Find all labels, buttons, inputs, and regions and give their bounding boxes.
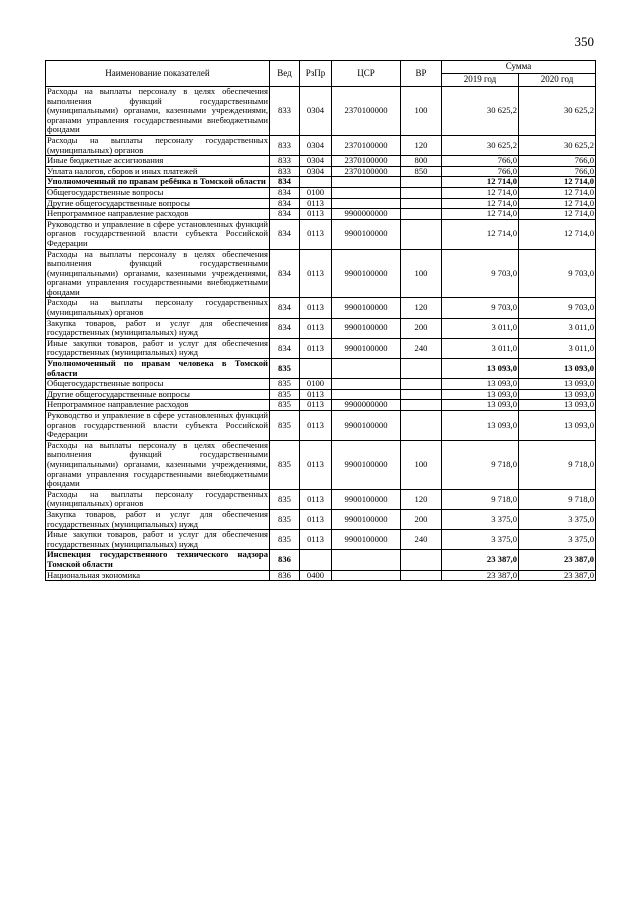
cell-vr: 120 [401,489,442,509]
cell-rzpr: 0100 [300,187,332,198]
table-row [46,209,596,220]
cell-ved: 836 [270,550,300,570]
table-row [46,379,596,390]
cell-sum-2019: 23 387,0 [442,550,519,570]
cell-csr: 9900000000 [332,209,401,220]
table-row [46,359,596,379]
cell-name: Другие общегосударственные вопросы [46,198,270,209]
cell-vr [401,187,442,198]
cell-ved: 834 [270,249,300,298]
cell-rzpr: 0113 [300,249,332,298]
cell-rzpr [300,177,332,188]
cell-vr [401,550,442,570]
cell-sum-2020: 9 718,0 [519,489,596,509]
cell-name: Другие общегосударственные вопросы [46,389,270,400]
cell-ved: 835 [270,489,300,509]
cell-rzpr: 0113 [300,489,332,509]
cell-sum-2020: 30 625,2 [519,135,596,155]
cell-name: Расходы на выплаты персоналу в целях обеспечения выполнения функций государственными (муниципальными) органами, казенными учреждениями, органами управления государственными внебюджетными фондами [47,86,268,135]
cell-rzpr: 0113 [300,318,332,338]
cell-name: Иные закупки товаров, работ и услуг для обеспечения государственных (муниципальных) нужд [47,529,268,549]
cell-rzpr [300,550,332,570]
cell-sum-2019: 3 375,0 [442,509,519,529]
cell-sum-2020: 12 714,0 [519,219,596,249]
cell-ved: 834 [270,219,300,249]
cell-vr [401,389,442,400]
cell-ved: 835 [270,359,300,379]
cell-sum-2019: 30 625,2 [442,135,519,155]
cell-rzpr: 0113 [300,411,332,441]
cell-sum-2019: 13 093,0 [442,389,519,400]
cell-sum-2019: 9 703,0 [442,298,519,318]
cell-csr: 9900100000 [332,411,401,441]
cell-rzpr: 0100 [300,379,332,390]
cell-ved: 833 [270,135,300,155]
cell-ved: 834 [270,298,300,318]
cell-ved: 834 [270,338,300,358]
cell-sum-2020: 13 093,0 [519,389,596,400]
table-row [46,166,596,177]
cell-csr: 2370100000 [332,87,401,136]
cell-csr: 2370100000 [332,166,401,177]
cell-csr [332,177,401,188]
header-sum: Сумма [442,61,596,74]
cell-vr: 240 [401,338,442,358]
cell-sum-2020: 9 703,0 [519,298,596,318]
cell-ved: 834 [270,209,300,220]
cell-rzpr: 0113 [300,298,332,318]
cell-name: Общегосударственные вопросы [46,187,270,198]
cell-csr [332,198,401,209]
table-row [46,550,596,570]
cell-ved: 834 [270,177,300,188]
cell-vr: 200 [401,509,442,529]
cell-name: Расходы на выплаты персоналу государственных (муниципальных) органов [47,297,268,318]
cell-name: Национальная экономика [46,570,270,581]
cell-sum-2019: 12 714,0 [442,187,519,198]
cell-csr [332,379,401,390]
cell-vr: 850 [401,166,442,177]
cell-rzpr: 0304 [300,166,332,177]
cell-name: Руководство и управление в сфере установленных функций органов государственной власти субъекта Российской Федерации [47,410,268,440]
cell-sum-2019: 9 718,0 [442,440,519,489]
table-row [46,338,596,358]
cell-sum-2019: 9 703,0 [442,249,519,298]
cell-vr: 100 [401,440,442,489]
cell-sum-2019: 12 714,0 [442,209,519,220]
table-row [46,400,596,411]
cell-sum-2020: 9 703,0 [519,249,596,298]
header-rzpr: РзПр [300,61,332,87]
cell-vr [401,209,442,220]
table-row [46,135,596,155]
cell-name: Иные закупки товаров, работ и услуг для обеспечения государственных (муниципальных) нужд [47,337,268,358]
table-row [46,318,596,338]
cell-sum-2020: 12 714,0 [519,187,596,198]
cell-csr: 9900000000 [332,400,401,411]
table-row [46,249,596,298]
cell-sum-2020: 13 093,0 [519,379,596,390]
cell-sum-2019: 13 093,0 [442,400,519,411]
cell-sum-2020: 12 714,0 [519,198,596,209]
header-csr: ЦСР [332,61,401,87]
cell-name: Расходы на выплаты персоналу в целях обеспечения выполнения функций государственными (муниципальными) органами, казенными учреждениями, органами управления государственными внебюджетными фондами [47,439,268,489]
cell-rzpr: 0113 [300,440,332,489]
cell-rzpr: 0113 [300,509,332,529]
cell-name: Инспекция государственного технического надзора Томской области [47,549,268,569]
cell-rzpr [300,359,332,379]
header-vr: ВР [401,61,442,87]
cell-csr: 2370100000 [332,156,401,167]
cell-csr: 9900100000 [332,338,401,358]
cell-name: Общегосударственные вопросы [46,379,270,390]
cell-vr: 200 [401,318,442,338]
table-row [46,530,596,550]
cell-csr: 9900100000 [332,489,401,509]
cell-sum-2019: 766,0 [442,166,519,177]
cell-sum-2019: 13 093,0 [442,379,519,390]
cell-name: Уполномоченный по правам человека в Томской области [47,358,268,378]
cell-vr [401,219,442,249]
page-number: 350 [574,34,594,49]
cell-vr: 240 [401,530,442,550]
table-row [46,570,596,581]
cell-sum-2020: 3 011,0 [519,318,596,338]
cell-vr: 120 [401,298,442,318]
cell-sum-2019: 3 011,0 [442,318,519,338]
cell-csr: 9900100000 [332,219,401,249]
cell-sum-2019: 3 011,0 [442,338,519,358]
cell-ved: 833 [270,87,300,136]
cell-sum-2020: 12 714,0 [519,177,596,188]
table-row [46,156,596,167]
cell-name: Иные бюджетные ассигнования [46,156,270,167]
cell-sum-2019: 13 093,0 [442,359,519,379]
cell-sum-2019: 3 375,0 [442,530,519,550]
cell-csr: 9900100000 [332,318,401,338]
header-ved: Вед [270,61,300,87]
cell-rzpr: 0400 [300,570,332,581]
cell-sum-2020: 30 625,2 [519,87,596,136]
cell-sum-2020: 766,0 [519,166,596,177]
cell-ved: 835 [270,379,300,390]
cell-ved: 834 [270,187,300,198]
cell-vr: 120 [401,135,442,155]
cell-ved: 833 [270,166,300,177]
cell-sum-2019: 23 387,0 [442,570,519,581]
cell-csr: 2370100000 [332,135,401,155]
cell-sum-2020: 3 375,0 [519,509,596,529]
cell-vr [401,400,442,411]
cell-sum-2020: 3 011,0 [519,338,596,358]
cell-name: Руководство и управление в сфере установленных функций органов государственной власти субъекта Российской Федерации [47,218,268,248]
cell-ved: 834 [270,198,300,209]
cell-sum-2019: 12 714,0 [442,198,519,209]
cell-sum-2020: 13 093,0 [519,359,596,379]
cell-vr [401,198,442,209]
cell-sum-2019: 13 093,0 [442,411,519,441]
cell-csr [332,187,401,198]
cell-name: Непрограммное направление расходов [46,209,270,220]
cell-name: Уполномоченный по правам ребёнка в Томской области [46,177,270,188]
cell-rzpr: 0113 [300,530,332,550]
cell-vr: 800 [401,156,442,167]
cell-sum-2020: 9 718,0 [519,440,596,489]
cell-rzpr: 0113 [300,338,332,358]
cell-sum-2020: 13 093,0 [519,400,596,411]
cell-ved: 835 [270,530,300,550]
cell-sum-2020: 3 375,0 [519,530,596,550]
table-row [46,187,596,198]
header-name: Наименование показателей [46,61,270,87]
cell-name: Расходы на выплаты персоналу государственных (муниципальных) органов [47,488,268,509]
cell-rzpr: 0113 [300,389,332,400]
cell-ved: 835 [270,440,300,489]
cell-csr [332,570,401,581]
cell-name: Уплата налогов, сборов и иных платежей [46,166,270,177]
cell-ved: 835 [270,509,300,529]
table-row [46,509,596,529]
cell-rzpr: 0113 [300,198,332,209]
cell-vr: 100 [401,87,442,136]
table-row [46,440,596,489]
cell-csr: 9900100000 [332,298,401,318]
header-year-2020: 2020 год [519,74,596,87]
cell-ved: 833 [270,156,300,167]
cell-csr [332,389,401,400]
cell-csr: 9900100000 [332,249,401,298]
cell-name: Закупка товаров, работ и услуг для обеспечения государственных (муниципальных) нужд [47,508,268,529]
cell-ved: 835 [270,400,300,411]
cell-ved: 835 [270,411,300,441]
cell-csr: 9900100000 [332,530,401,550]
cell-sum-2020: 12 714,0 [519,209,596,220]
cell-csr: 9900100000 [332,509,401,529]
table-row [46,87,596,136]
cell-rzpr: 0304 [300,156,332,167]
table-row [46,389,596,400]
cell-name: Закупка товаров, работ и услуг для обеспечения государственных (муниципальных) нужд [47,317,268,338]
cell-sum-2019: 12 714,0 [442,177,519,188]
table-row [46,177,596,188]
cell-csr [332,359,401,379]
cell-vr: 100 [401,249,442,298]
cell-ved: 835 [270,389,300,400]
cell-rzpr: 0113 [300,400,332,411]
cell-sum-2020: 23 387,0 [519,570,596,581]
cell-csr: 9900100000 [332,440,401,489]
table-row [46,298,596,318]
cell-ved: 836 [270,570,300,581]
budget-table [45,60,596,581]
cell-vr [401,570,442,581]
table-row [46,198,596,209]
cell-rzpr: 0304 [300,87,332,136]
cell-name: Расходы на выплаты персоналу в целях обеспечения выполнения функций государственными (муниципальными) органами, казенными учреждениями, органами управления государственными внебюджетными фондами [47,248,268,297]
cell-vr [401,359,442,379]
cell-name: Непрограммное направление расходов [46,400,270,411]
cell-rzpr: 0113 [300,209,332,220]
cell-sum-2020: 766,0 [519,156,596,167]
cell-vr [401,379,442,390]
cell-sum-2019: 766,0 [442,156,519,167]
cell-sum-2019: 12 714,0 [442,219,519,249]
cell-rzpr: 0113 [300,219,332,249]
cell-rzpr: 0304 [300,135,332,155]
cell-ved: 834 [270,318,300,338]
cell-csr [332,550,401,570]
table-row [46,411,596,441]
cell-vr [401,411,442,441]
table-row [46,219,596,249]
cell-sum-2019: 9 718,0 [442,489,519,509]
cell-sum-2020: 23 387,0 [519,550,596,570]
cell-name: Расходы на выплаты персоналу государственных (муниципальных) органов [47,134,268,155]
cell-vr [401,177,442,188]
header-year-2019: 2019 год [442,74,519,87]
table-row [46,489,596,509]
cell-sum-2020: 13 093,0 [519,411,596,441]
cell-sum-2019: 30 625,2 [442,87,519,136]
